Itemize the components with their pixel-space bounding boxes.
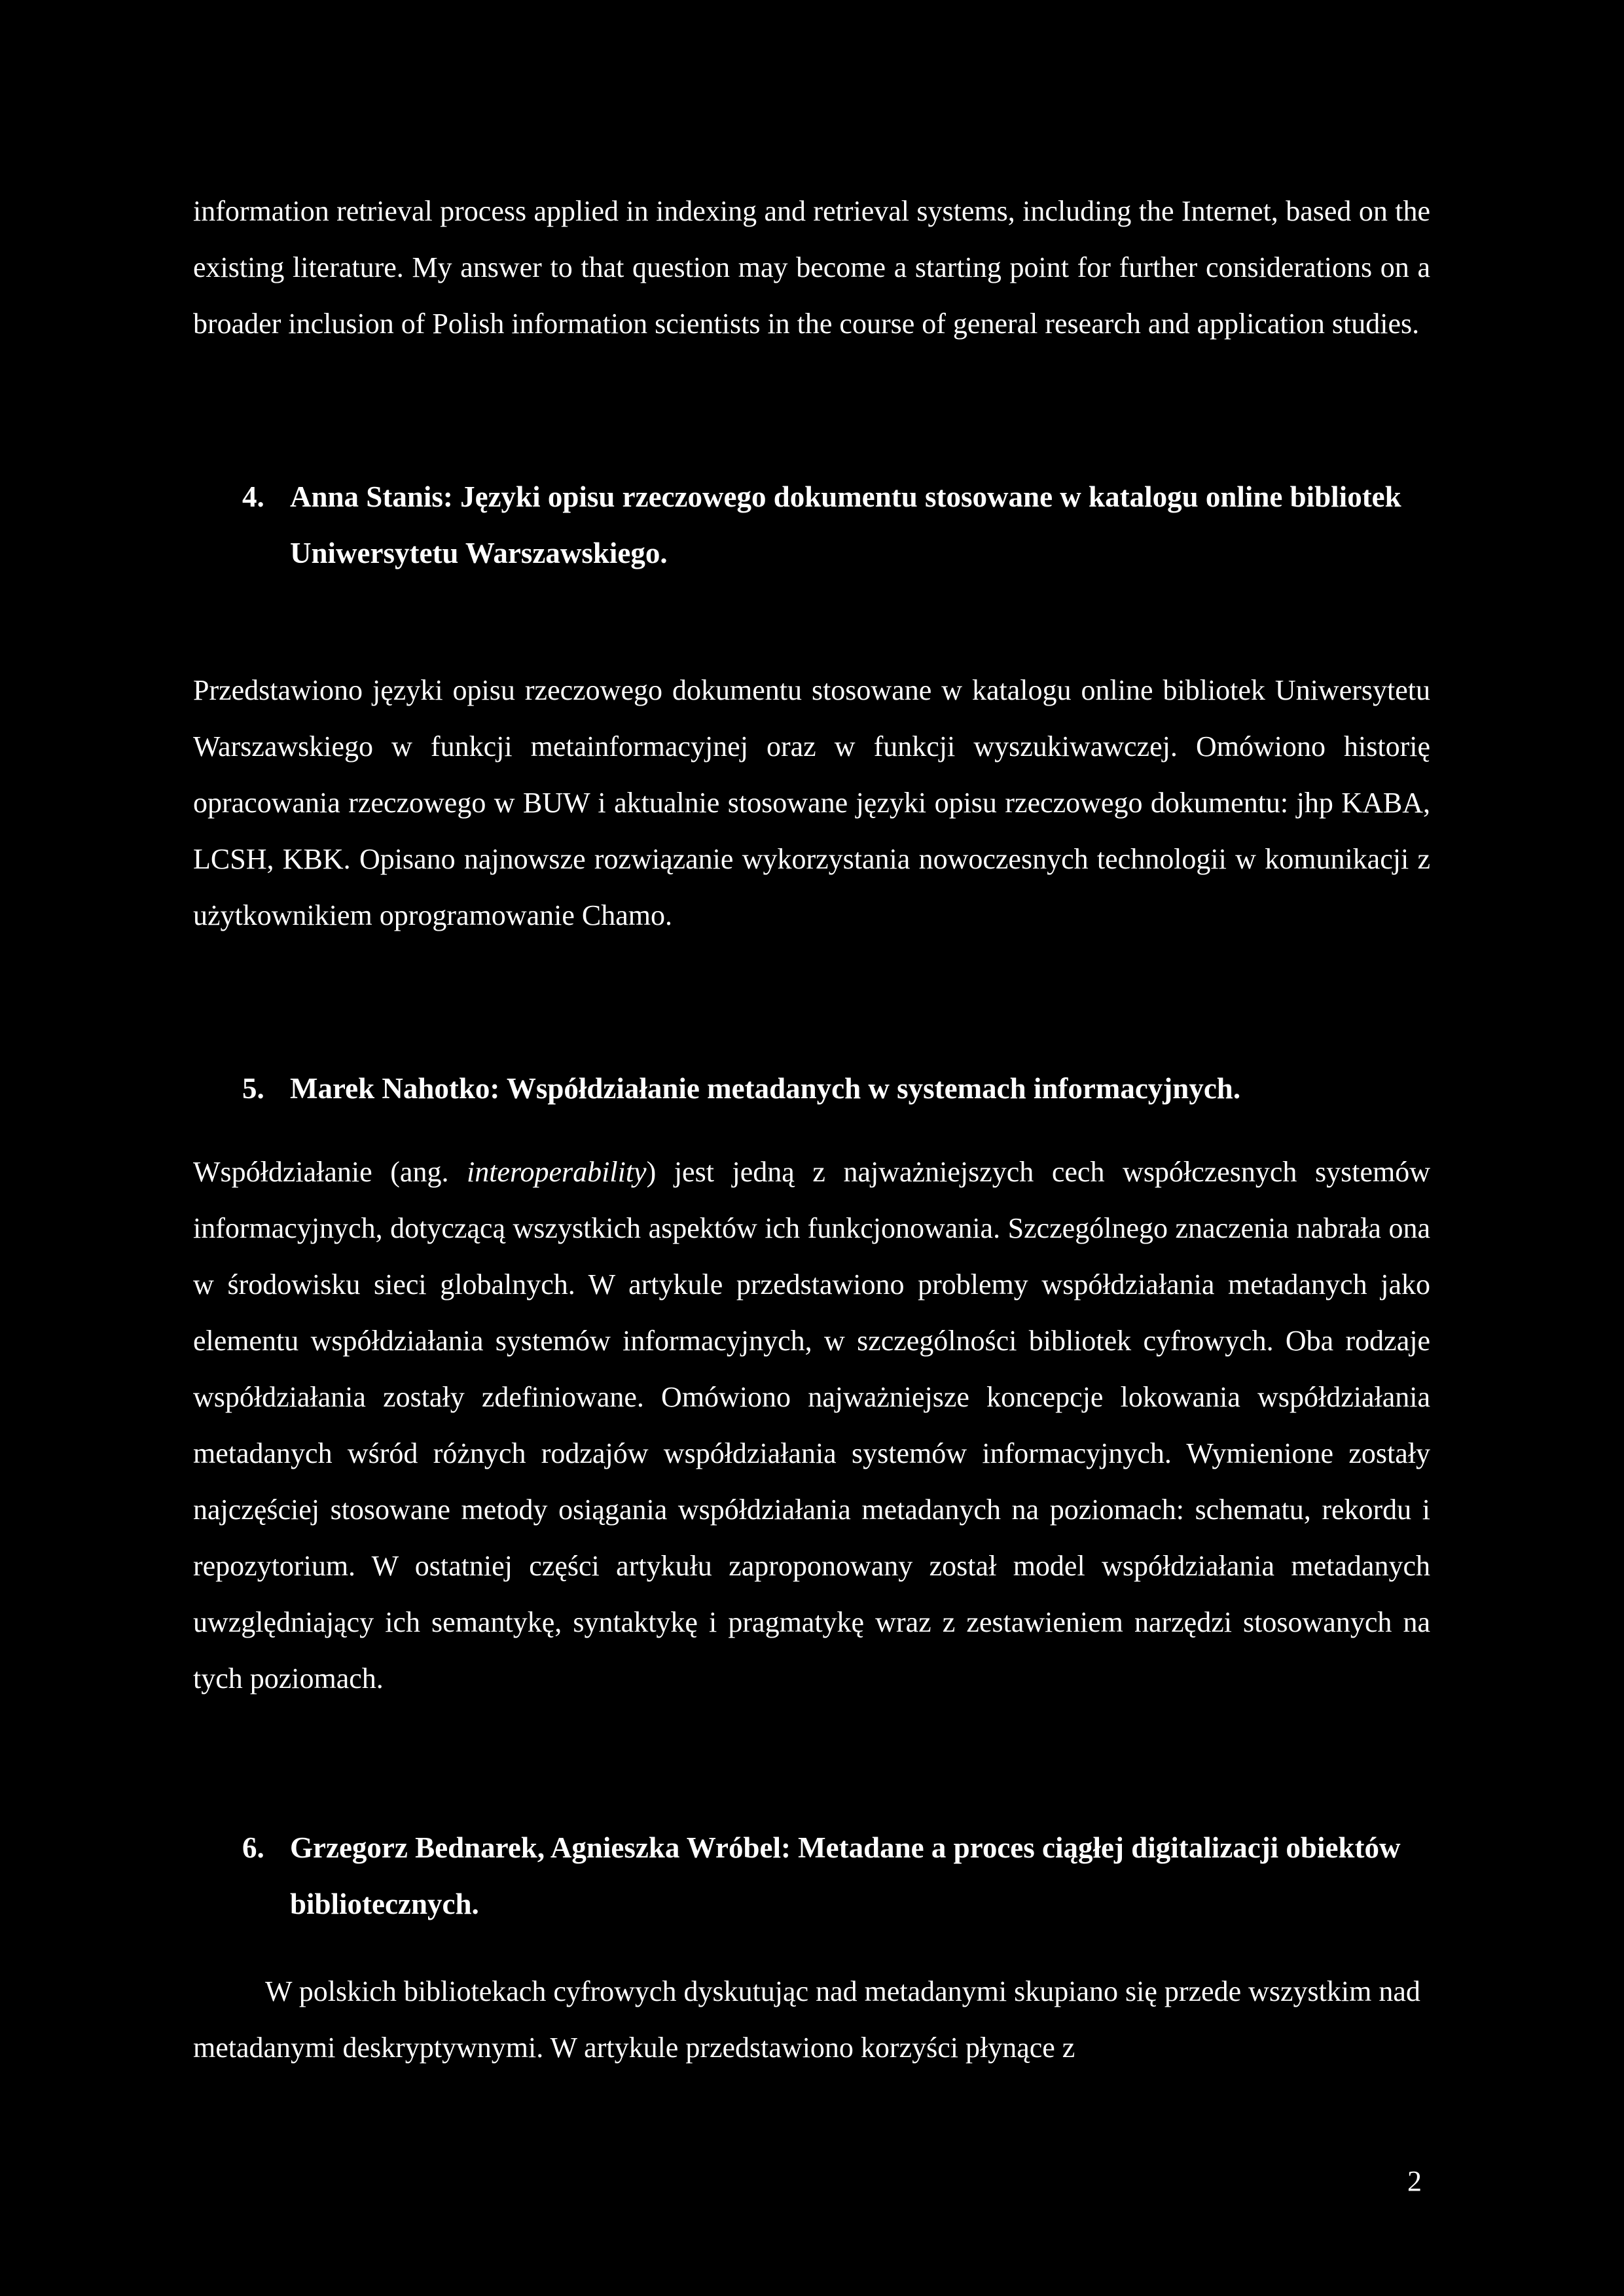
section-6-text: W polskich bibliotekach cyfrowych dyskutując nad metadanymi skupiano się przede wszystkim nad metadanymi deskryptywnymi. W artykule przedstawiono korzyści płynące z xyxy=(193,1975,1420,2064)
section-5-heading xyxy=(242,1060,1430,1117)
section-5-text-before: Współdziałanie (ang. xyxy=(193,1156,467,1188)
section-6-title: Grzegorz Bednarek, Agnieszka Wróbel: Metadane a proces ciągłej digitalizacji obiektów bibliotecznych. xyxy=(290,1831,1401,1920)
section-5-number: 5. xyxy=(242,1072,264,1105)
section-5-title: Marek Nahotko: Współdziałanie metadanych w systemach informacyjnych. xyxy=(290,1072,1241,1105)
section-6-number: 6. xyxy=(242,1831,264,1864)
section-4-number: 4. xyxy=(242,480,264,513)
section-6-heading xyxy=(242,1820,1430,1932)
page-number: 2 xyxy=(1407,2165,1422,2197)
section-4-heading xyxy=(242,469,1430,581)
section-5-text-after: ) jest jedną z najważniejszych cech współczesnych systemów informacyjnych, dotyczącą wszystkich aspektów ich funkcjonowania. Szczególnego znaczenia nabrała ona w środowisku sieci globalnych. W artykule przedstawiono problemy współdziałania metadanych jako elementu współdziałania systemów informacyjnych, w szczególności bibliotek cyfrowych. Oba rodzaje współdziałania zostały zdefiniowane. Omówiono najważniejsze koncepcje lokowania współdziałania metadanych wśród różnych rodzajów współdziałania systemów informacyjnych. Wymienione zostały najczęściej stosowane metody osiągania współdziałania metadanych na poziomach: schematu, rekordu i repozytorium. W ostatniej części artykułu zaproponowany został model współdziałania metadanych uwzględniający ich semantykę, syntaktykę i pragmatykę wraz z zestawieniem narzędzi stosowanych na tych poziomach. xyxy=(193,1156,1430,1695)
intro-paragraph: information retrieval process applied in indexing and retrieval systems, including the Internet, based on the existing literature. My answer to that question may become a starting point for further considerations on a broader inclusion of Polish information scientists in the course of general research and application studies. xyxy=(193,195,1430,340)
section-6-paragraph xyxy=(193,1964,1430,2076)
document-page xyxy=(193,0,1430,2296)
section-5-text-italic: interoperability xyxy=(467,1156,647,1188)
section-5-paragraph xyxy=(193,1144,1430,1707)
section-4-paragraph: Przedstawiono języki opisu rzeczowego dokumentu stosowane w katalogu online bibliotek Uniwersytetu Warszawskiego w funkcji metainformacyjnej oraz w funkcji wyszukiwawczej. Omówiono historię opracowania rzeczowego w BUW i aktualnie stosowane języki opisu rzeczowego dokumentu: jhp KABA, LCSH, KBK. Opisano najnowsze rozwiązanie wykorzystania nowoczesnych technologii w komunikacji z użytkownikiem oprogramowanie Chamo. xyxy=(193,674,1430,931)
section-4-title: Anna Stanis: Języki opisu rzeczowego dokumentu stosowane w katalogu online bibliotek Uniwersytetu Warszawskiego. xyxy=(290,480,1401,569)
